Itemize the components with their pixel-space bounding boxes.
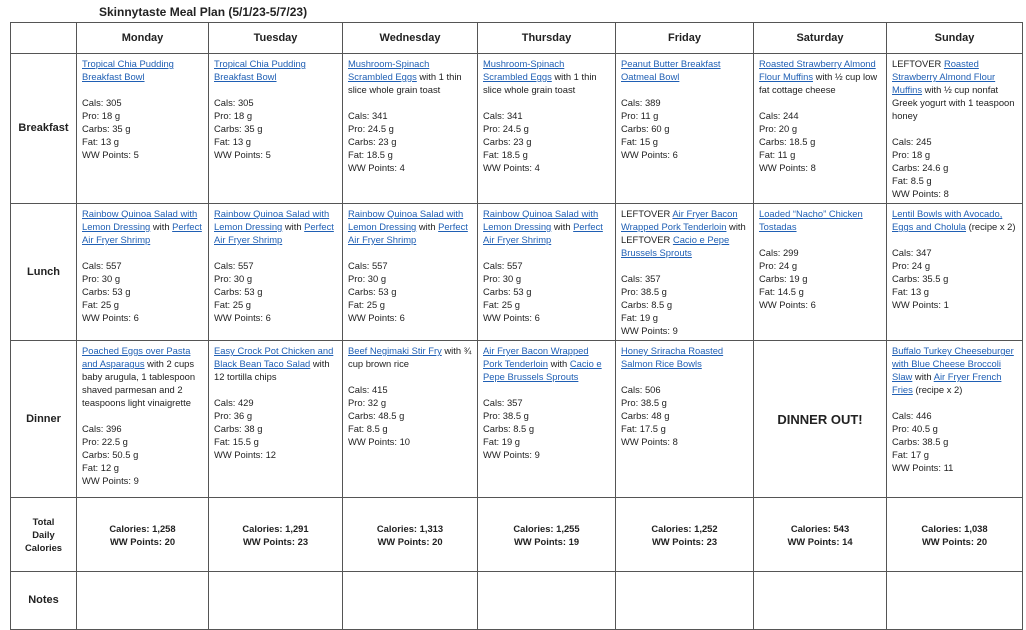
- meal-extra: with: [150, 221, 173, 232]
- nutrition-line: Fat: 13 g: [892, 286, 930, 297]
- nutrition-line: WW Points: 4: [483, 162, 540, 173]
- recipe-link[interactable]: Rainbow Quinoa Salad with Lemon Dressing: [348, 208, 464, 232]
- spacer: [621, 83, 748, 96]
- daily-total-cell: [343, 498, 478, 572]
- nutrition-line: Cals: 245: [892, 136, 932, 147]
- meal-description: [759, 57, 881, 96]
- leftover-prefix: LEFTOVER: [892, 58, 944, 69]
- row-label-totals: Total Daily Calories: [11, 498, 77, 572]
- nutrition-line: Carbs: 8.5 g: [621, 299, 673, 310]
- nutrition-line: Carbs: 60 g: [621, 123, 670, 134]
- nutrition-line: Cals: 341: [348, 110, 388, 121]
- meal-description: [483, 344, 610, 383]
- nutrition-line: Pro: 20 g: [759, 123, 798, 134]
- recipe-link[interactable]: Rainbow Quinoa Salad with Lemon Dressing: [483, 208, 599, 232]
- spacer: [214, 83, 337, 96]
- row-label-lunch: Lunch: [11, 204, 77, 341]
- spacer: [348, 246, 472, 259]
- notes-cell-saturday[interactable]: [754, 572, 887, 630]
- nutrition-line: Carbs: 18.5 g: [759, 136, 816, 147]
- nutrition-line: Fat: 25 g: [214, 299, 252, 310]
- recipe-link[interactable]: Roasted Strawberry Almond Flour Muffins: [759, 58, 876, 82]
- nutrition-line: Carbs: 53 g: [82, 286, 131, 297]
- meal-extra: with 1 thin slice whole grain toast: [483, 71, 597, 95]
- day-header-wednesday: Wednesday: [343, 23, 478, 54]
- total-calories: Calories: 1,252: [651, 522, 718, 534]
- meal-cell: [616, 341, 754, 498]
- meal-cell: [343, 54, 478, 204]
- notes-cell-friday[interactable]: [616, 572, 754, 630]
- spacer: [759, 233, 881, 246]
- nutrition-line: Cals: 357: [621, 273, 661, 284]
- recipe-link[interactable]: Air Fryer Bacon Wrapped Pork Tenderloin: [483, 345, 589, 369]
- daily-total-cell: [77, 498, 209, 572]
- nutrition-line: Carbs: 8.5 g: [483, 423, 535, 434]
- spacer: [82, 246, 203, 259]
- nutrition-line: Carbs: 24.6 g: [892, 162, 949, 173]
- nutrition-line: Pro: 11 g: [621, 110, 659, 121]
- nutrition-line: Carbs: 35 g: [214, 123, 263, 134]
- spacer: [892, 396, 1017, 409]
- nutrition-line: Fat: 11 g: [759, 149, 796, 160]
- total-ww-points: WW Points: 23: [242, 535, 309, 547]
- meal-description: [483, 207, 610, 246]
- nutrition-line: Pro: 30 g: [483, 273, 522, 284]
- meal-description: [759, 207, 881, 233]
- meal-cell: [343, 204, 478, 341]
- total-ww-points: WW Points: 20: [377, 535, 443, 547]
- recipe-link[interactable]: Tropical Chia Pudding Breakfast Bowl: [82, 58, 174, 82]
- nutrition-line: Pro: 18 g: [214, 110, 253, 121]
- nutrition-line: WW Points: 1: [892, 299, 949, 310]
- nutrition-line: Cals: 557: [483, 260, 523, 271]
- recipe-link[interactable]: Buffalo Turkey Cheeseburger with Blue Cheese Broccoli Slaw: [892, 345, 1014, 382]
- spacer: [483, 383, 610, 396]
- spacer: [214, 383, 337, 396]
- spacer: [214, 246, 337, 259]
- meal-extra: with 12 tortilla chips: [214, 358, 330, 382]
- day-header-sunday: Sunday: [887, 23, 1023, 54]
- recipe-link[interactable]: Lentil Bowls with Avocado, Eggs and Cholula: [892, 208, 1003, 232]
- lunch-row: [11, 204, 1023, 341]
- recipe-link[interactable]: Air Fryer French Fries: [892, 371, 1002, 395]
- total-calories: Calories: 1,038: [921, 522, 988, 534]
- nutrition-line: Pro: 40.5 g: [892, 423, 938, 434]
- day-header-saturday: Saturday: [754, 23, 887, 54]
- meal-cell: [209, 204, 343, 341]
- nutrition-line: WW Points: 6: [759, 299, 816, 310]
- nutrition-line: Carbs: 53 g: [348, 286, 397, 297]
- meal-description: [621, 344, 748, 370]
- nutrition-line: WW Points: 8: [759, 162, 816, 173]
- total-ww-points: WW Points: 19: [513, 535, 580, 547]
- day-header-thursday: Thursday: [478, 23, 616, 54]
- recipe-link[interactable]: Perfect Air Fryer Shrimp: [214, 221, 334, 245]
- recipe-link[interactable]: Loaded “Nacho” Chicken Tostadas: [759, 208, 863, 232]
- nutrition-line: WW Points: 5: [214, 149, 271, 160]
- meal-description: [483, 57, 610, 96]
- total-calories: Calories: 1,291: [242, 522, 309, 534]
- recipe-link[interactable]: Cacio e Pepe Brussels Sprouts: [621, 234, 730, 258]
- spacer: [621, 259, 748, 272]
- recipe-link[interactable]: Perfect Air Fryer Shrimp: [348, 221, 468, 245]
- spacer: [759, 96, 881, 109]
- meal-description: [214, 344, 337, 383]
- nutrition-line: Fat: 18.5 g: [483, 149, 528, 160]
- nutrition-line: Pro: 24.5 g: [483, 123, 529, 134]
- recipe-link[interactable]: Roasted Strawberry Almond Flour Muffins: [892, 58, 996, 95]
- meal-extra: with ¾ cup brown rice: [348, 345, 472, 369]
- daily-total-cell: [887, 498, 1023, 572]
- nutrition-line: Carbs: 48.5 g: [348, 410, 405, 421]
- nutrition-line: Pro: 38.5 g: [621, 397, 667, 408]
- spacer: [348, 96, 472, 109]
- meal-cell: [887, 341, 1023, 498]
- nutrition-line: Pro: 24 g: [892, 260, 931, 271]
- recipe-link[interactable]: Honey Sriracha Roasted Salmon Rice Bowls: [621, 345, 724, 369]
- nutrition-line: Cals: 429: [214, 397, 254, 408]
- nutrition-line: Fat: 19 g: [483, 436, 521, 447]
- meal-extra: (recipe x 2): [912, 384, 963, 395]
- nutrition-line: Fat: 18.5 g: [348, 149, 393, 160]
- nutrition-line: Fat: 13 g: [214, 136, 252, 147]
- day-header-tuesday: Tuesday: [209, 23, 343, 54]
- nutrition-line: WW Points: 6: [214, 312, 271, 323]
- dinner-row: [11, 341, 1023, 498]
- daily-total-cell: [478, 498, 616, 572]
- meal-description: [892, 57, 1017, 122]
- recipe-link[interactable]: Poached Eggs over Pasta and Asparagus: [82, 345, 191, 369]
- nutrition-line: Carbs: 38 g: [214, 423, 263, 434]
- nutrition-line: Cals: 341: [483, 110, 523, 121]
- meal-cell: [887, 204, 1023, 341]
- meal-cell: [209, 54, 343, 204]
- nutrition-line: WW Points: 8: [892, 188, 949, 199]
- meal-extra: with: [912, 371, 934, 382]
- meal-cell: [209, 341, 343, 498]
- nutrition-line: Fat: 15 g: [621, 136, 659, 147]
- nutrition-line: Fat: 14.5 g: [759, 286, 804, 297]
- nutrition-line: WW Points: 5: [82, 149, 139, 160]
- meal-cell: [77, 204, 209, 341]
- total-calories: Calories: 1,313: [376, 522, 444, 534]
- nutrition-line: WW Points: 6: [82, 312, 139, 323]
- nutrition-line: WW Points: 11: [892, 462, 954, 473]
- spacer: [892, 233, 1017, 246]
- nutrition-line: WW Points: 6: [483, 312, 540, 323]
- nutrition-line: Cals: 305: [214, 97, 254, 108]
- total-calories: Calories: 1,255: [513, 522, 580, 534]
- page-title: Skinnytaste Meal Plan (5/1/23-5/7/23): [99, 5, 308, 19]
- spacer: [621, 370, 748, 383]
- meal-description: [82, 344, 203, 409]
- meal-description: [892, 344, 1017, 396]
- nutrition-line: Pro: 18 g: [892, 149, 931, 160]
- notes-cell-sunday[interactable]: [887, 572, 1023, 630]
- nutrition-line: Cals: 446: [892, 410, 932, 421]
- nutrition-line: Cals: 389: [621, 97, 661, 108]
- nutrition-line: Fat: 12 g: [82, 462, 120, 473]
- total-ww-points: WW Points: 20: [921, 535, 988, 547]
- meal-extra: with: [416, 221, 439, 232]
- nutrition-line: WW Points: 8: [621, 436, 678, 447]
- nutrition-line: Cals: 415: [348, 384, 388, 395]
- nutrition-line: Cals: 244: [759, 110, 799, 121]
- meal-cell: [478, 341, 616, 498]
- recipe-link[interactable]: Perfect Air Fryer Shrimp: [483, 221, 603, 245]
- meal-description: [82, 57, 203, 83]
- breakfast-row: [11, 54, 1023, 204]
- recipe-link[interactable]: Easy Crock Pot Chicken and Black Bean Taco Salad: [214, 345, 334, 369]
- nutrition-line: Cals: 396: [82, 423, 122, 434]
- daily-total-cell: [616, 498, 754, 572]
- row-label-breakfast: Breakfast: [11, 54, 77, 204]
- notes-cell-monday[interactable]: [77, 572, 209, 630]
- meal-extra: with LEFTOVER: [621, 221, 746, 245]
- day-header-monday: Monday: [77, 23, 209, 54]
- daily-total-cell: [209, 498, 343, 572]
- nutrition-line: Fat: 8.5 g: [348, 423, 388, 434]
- meal-extra: with ½ cup low fat cottage cheese: [759, 71, 878, 95]
- notes-row: [11, 572, 1023, 630]
- recipe-link[interactable]: Tropical Chia Pudding Breakfast Bowl: [214, 58, 306, 82]
- meal-cell: [616, 204, 754, 341]
- nutrition-line: Pro: 24 g: [759, 260, 798, 271]
- nutrition-line: Cals: 299: [759, 247, 799, 258]
- nutrition-line: Pro: 24.5 g: [348, 123, 394, 134]
- meal-plan-table: [10, 22, 1023, 630]
- nutrition-line: Cals: 557: [348, 260, 388, 271]
- recipe-link[interactable]: Air Fryer Bacon Wrapped Pork Tenderloin: [621, 208, 738, 232]
- meal-extra: with 1 thin slice whole grain toast: [348, 71, 462, 95]
- dinner-out-label: DINNER OUT!: [777, 411, 863, 427]
- spacer: [348, 370, 472, 383]
- nutrition-line: WW Points: 12: [214, 449, 276, 460]
- recipe-link[interactable]: Peanut Butter Breakfast Oatmeal Bowl: [621, 58, 721, 82]
- nutrition-line: Fat: 13 g: [82, 136, 120, 147]
- leftover-prefix: LEFTOVER: [621, 208, 673, 219]
- nutrition-line: Carbs: 35 g: [82, 123, 131, 134]
- nutrition-line: Pro: 38.5 g: [483, 410, 529, 421]
- nutrition-line: Carbs: 23 g: [483, 136, 532, 147]
- nutrition-line: Carbs: 48 g: [621, 410, 670, 421]
- total-ww-points: WW Points: 23: [651, 535, 718, 547]
- meal-cell: [77, 341, 209, 498]
- meal-extra: with: [551, 221, 574, 232]
- meal-cell: [616, 54, 754, 204]
- nutrition-line: WW Points: 4: [348, 162, 405, 173]
- nutrition-line: Carbs: 19 g: [759, 273, 808, 284]
- meal-description: [621, 207, 748, 259]
- nutrition-line: Pro: 32 g: [348, 397, 387, 408]
- nutrition-line: WW Points: 6: [621, 149, 678, 160]
- recipe-link[interactable]: Perfect Air Fryer Shrimp: [82, 221, 202, 245]
- meal-cell: [754, 204, 887, 341]
- nutrition-line: Cals: 557: [214, 260, 254, 271]
- meal-cell: [478, 54, 616, 204]
- day-header-friday: Friday: [616, 23, 754, 54]
- meal-extra: (recipe x 2): [966, 221, 1016, 232]
- nutrition-line: Fat: 15.5 g: [214, 436, 259, 447]
- header-row: [11, 23, 1023, 54]
- recipe-link[interactable]: Rainbow Quinoa Salad with Lemon Dressing: [214, 208, 330, 232]
- meal-extra: with: [282, 221, 305, 232]
- meal-description: [892, 207, 1017, 233]
- total-ww-points: WW Points: 20: [109, 535, 176, 547]
- nutrition-line: Carbs: 53 g: [483, 286, 532, 297]
- nutrition-line: Fat: 8.5 g: [892, 175, 932, 186]
- nutrition-line: Carbs: 53 g: [214, 286, 263, 297]
- recipe-link[interactable]: Cacio e Pepe Brussels Sprouts: [483, 358, 602, 382]
- spacer: [82, 83, 203, 96]
- notes-cell-tuesday[interactable]: [209, 572, 343, 630]
- totals-row: [11, 498, 1023, 572]
- meal-cell: [478, 204, 616, 341]
- nutrition-line: Fat: 25 g: [82, 299, 120, 310]
- nutrition-line: Pro: 30 g: [82, 273, 121, 284]
- spacer: [892, 122, 1017, 135]
- spacer: [483, 96, 610, 109]
- spacer: [82, 409, 203, 422]
- nutrition-line: WW Points: 9: [82, 475, 139, 486]
- nutrition-line: Cals: 557: [82, 260, 122, 271]
- nutrition-line: Fat: 25 g: [483, 299, 521, 310]
- nutrition-line: Fat: 19 g: [621, 312, 659, 323]
- meal-cell: [754, 54, 887, 204]
- nutrition-line: Pro: 22.5 g: [82, 436, 128, 447]
- nutrition-line: Fat: 25 g: [348, 299, 386, 310]
- daily-total-cell: [754, 498, 887, 572]
- nutrition-line: Carbs: 50.5 g: [82, 449, 139, 460]
- nutrition-line: Cals: 506: [621, 384, 661, 395]
- nutrition-line: Pro: 38.5 g: [621, 286, 667, 297]
- meal-description: [348, 57, 472, 96]
- meal-description: [214, 207, 337, 246]
- notes-cell-thursday[interactable]: [478, 572, 616, 630]
- recipe-link[interactable]: Mushroom-Spinach Scrambled Eggs: [348, 58, 430, 82]
- recipe-link[interactable]: Beef Negimaki Stir Fry: [348, 345, 442, 356]
- nutrition-line: Cals: 347: [892, 247, 932, 258]
- row-label-dinner: Dinner: [11, 341, 77, 498]
- nutrition-line: Cals: 305: [82, 97, 122, 108]
- meal-description: [348, 207, 472, 246]
- notes-cell-wednesday[interactable]: [343, 572, 478, 630]
- meal-cell: [754, 341, 887, 498]
- nutrition-line: Pro: 36 g: [214, 410, 253, 421]
- nutrition-line: Cals: 357: [483, 397, 523, 408]
- total-ww-points: WW Points: 14: [787, 535, 853, 547]
- nutrition-line: Carbs: 23 g: [348, 136, 397, 147]
- nutrition-line: Fat: 17 g: [892, 449, 930, 460]
- total-calories: Calories: 1,258: [109, 522, 176, 534]
- meal-description: [82, 207, 203, 246]
- total-calories: Calories: 543: [790, 522, 850, 534]
- nutrition-line: WW Points: 10: [348, 436, 410, 447]
- spacer: [483, 246, 610, 259]
- nutrition-line: WW Points: 6: [348, 312, 405, 323]
- meal-description: [348, 344, 472, 370]
- recipe-link[interactable]: Mushroom-Spinach Scrambled Eggs: [483, 58, 565, 82]
- nutrition-line: Carbs: 35.5 g: [892, 273, 949, 284]
- meal-description: [214, 57, 337, 83]
- meal-description: [621, 57, 748, 83]
- nutrition-line: WW Points: 9: [621, 325, 678, 336]
- nutrition-line: Pro: 30 g: [348, 273, 387, 284]
- meal-cell: [77, 54, 209, 204]
- row-label-notes: Notes: [11, 572, 77, 630]
- nutrition-line: Fat: 17.5 g: [621, 423, 666, 434]
- nutrition-line: Pro: 30 g: [214, 273, 253, 284]
- nutrition-line: WW Points: 9: [483, 449, 540, 460]
- recipe-link[interactable]: Rainbow Quinoa Salad with Lemon Dressing: [82, 208, 198, 232]
- nutrition-line: Pro: 18 g: [82, 110, 121, 121]
- corner-cell: [11, 23, 77, 54]
- meal-extra: with: [547, 358, 570, 369]
- nutrition-line: Carbs: 38.5 g: [892, 436, 949, 447]
- meal-cell: [343, 341, 478, 498]
- meal-extra: with 2 cups baby arugula, 1 tablespoon shaved parmesan and 2 teaspoons light vinaigrette: [82, 358, 196, 408]
- meal-cell: [887, 54, 1023, 204]
- meal-extra: with ½ cup nonfat Greek yogurt with 1 teaspoon honey: [892, 84, 1015, 121]
